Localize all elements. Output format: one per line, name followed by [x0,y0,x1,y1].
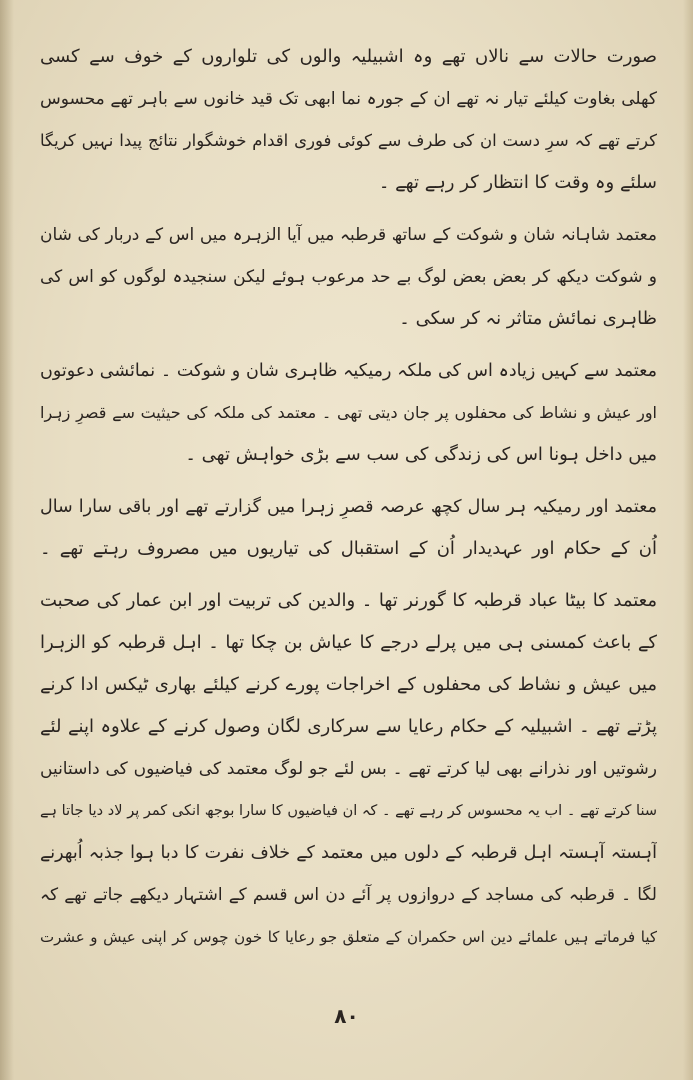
text-line: معتمد کا بیٹا عباد قرطبہ کا گورنر تھا ۔ والدین کی تربیت اور ابن عمار کی صحبت [40,590,657,611]
text-line: صورت حالات سے نالاں تھے وہ اشبیلیہ والوں کی تلواروں کے خوف سے کسی [40,46,657,67]
text-line: آہستہ آہستہ اہل قرطبہ کے دلوں میں معتمد کے خلاف نفرت کا دبا ہوا جذبہ اُبھرنے [40,843,657,863]
text-line: معتمد شاہانہ شان و شوکت کے ساتھ قرطبہ میں آیا الزہرہ میں اس کے دربار کی شان [40,225,657,245]
text-line: رشوتیں اور نذرانے بھی لیا کرتے تھے ۔ بس لئے جو لوگ معتمد کی فیاضیوں کی داستانیں [40,759,657,779]
text-line: معتمد سے کہیں زیادہ اس کی ملکہ رمیکیہ ظاہری شان و شوکت ۔ نمائشی دعوتوں [40,361,657,381]
text-line: و شوکت دیکھ کر بعض بعض لوگ بے حد مرعوب ہوئے لیکن سنجیدہ لوگوں کو اس کی [40,267,657,287]
text-line: معتمد اور رمیکیہ ہر سال کچھ عرصہ قصرِ زہرا میں گزارتے تھے اور باقی سارا سال [40,497,657,517]
text-line: سلئے وہ وقت کا انتظار کر رہے تھے ۔ [378,172,657,193]
text-line: کرتے تھے کہ سرِ دست ان کی طرف سے کوئی فوری اقدام خوشگوار نتائج پیدا نہیں کریگا [40,131,657,150]
text-line: سنا کرتے تھے ۔ اب یہ محسوس کر رہے تھے ۔ کہ ان فیاضیوں کا سارا بوجھ انکی کمر پر لاد دیا جاتا ہے [40,803,657,819]
text-line: کھلی بغاوت کیلئے تیار نہ تھے ان کے جورہ نما ابھی تک قید خانوں سے باہر تھے محسوس [40,89,657,109]
text-line: کے باعث کمسنی ہی میں پرلے درجے کا عیاش بن چکا تھا ۔ اہل قرطبہ کو الزہرا [40,632,657,653]
text-line: میں عیش و نشاط کی محفلوں کے اخراجات پورے کرنے کیلئے بھاری ٹیکس ادا کرنے [40,674,657,695]
paragraph-2 [40,214,657,340]
text-line: اور عیش و نشاط کی محفلوں پر جان دیتی تھی ۔ معتمد کی ملکہ کی حیثیت سے قصرِ زہرا [40,403,657,422]
text-line: لگا ۔ قرطبہ کی مساجد کے دروازوں پر آئے دن اس قسم کے اشتہار دیکھے جاتے تھے کہ [40,885,657,905]
paragraph-4 [40,486,657,570]
text-line: پڑتے تھے ۔ اشبیلیہ کے حکام رعایا سے سرکاری لگان وصول کرنے کے علاوہ اپنے لئے [40,716,657,737]
page-body-text [40,36,657,968]
text-line: اُن کے حکام اور عہدیدار اُن کے استقبال کی تیاریوں میں مصروف رہتے تھے ۔ [40,538,657,559]
paragraph-5 [40,580,657,958]
page-number: ۸۰ [334,1004,359,1028]
text-line: ظاہری نمائش متاثر نہ کر سکی ۔ [399,308,657,329]
text-line: میں داخل ہونا اس کی زندگی کی سب سے بڑی خواہش تھی ۔ [185,444,657,465]
text-line: کیا فرماتے ہیں علمائے دین اس حکمران کے متعلق جو رعایا کا خون چوس کر اپنی عیش و عشرت [40,928,657,946]
paragraph-3 [40,350,657,476]
paragraph-1 [40,36,657,204]
